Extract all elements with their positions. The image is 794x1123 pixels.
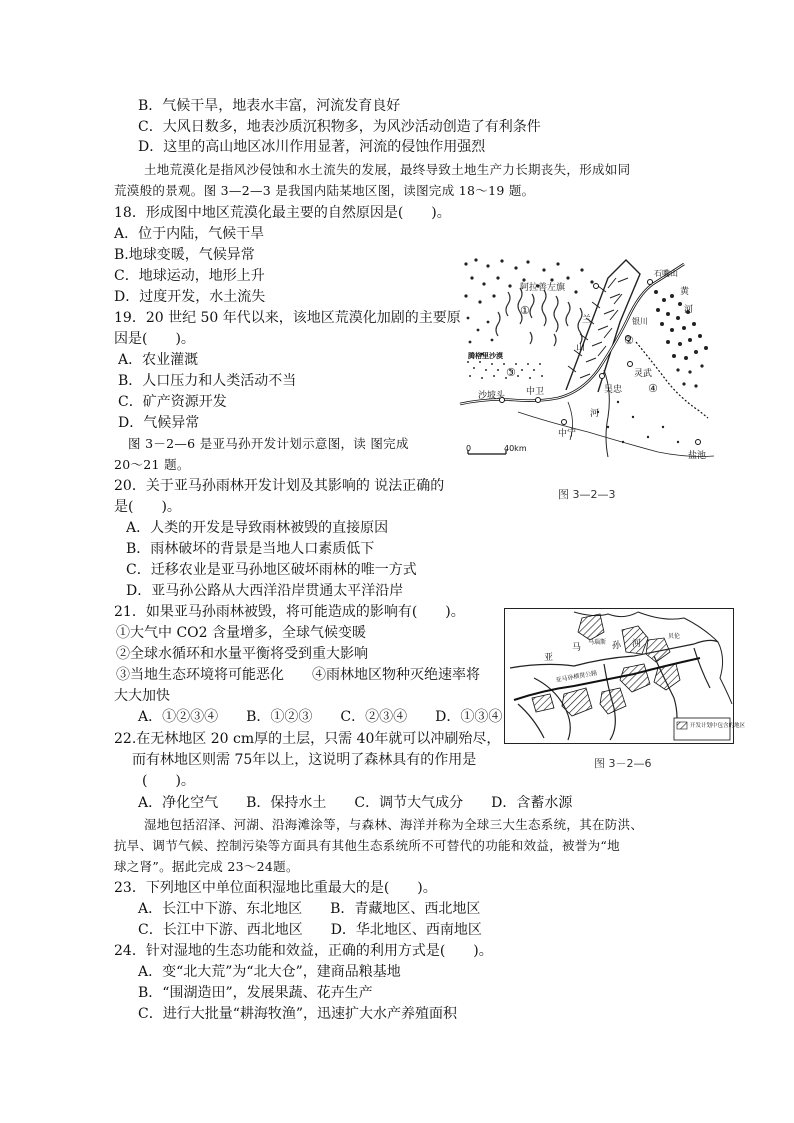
q18-option-d: D．过度开发，水土流失 bbox=[114, 289, 266, 305]
question-19-cont: 因是( )。 bbox=[114, 331, 195, 347]
tengger-dots bbox=[467, 361, 543, 379]
label-wuzhong: 吴忠 bbox=[604, 385, 623, 395]
q19-option-a: A．农业灌溉 bbox=[118, 352, 199, 368]
label-yinchuan: 银川 bbox=[632, 317, 648, 326]
label-region-1: ① bbox=[520, 304, 530, 317]
passage-desertification: 土地荒漠化是指风沙侵蚀和水土流失的发展，最终导致土地生产力长期丧失，形成如同 bbox=[144, 162, 631, 177]
label-he: 河 bbox=[632, 639, 642, 649]
boundary-line bbox=[518, 412, 714, 457]
passage-amazon: 图 3－2—6 是亚马孙开发计划示意图，读 图完成 bbox=[128, 436, 409, 451]
passage-desertification-cont: 荒漠般的景观。图 3—2—3 是我国内陆某地区图，读图完成 18～19 题。 bbox=[114, 183, 535, 198]
label-region-2: ② bbox=[624, 334, 634, 347]
label-tengger: 腾格里沙漠 bbox=[468, 352, 503, 360]
label-shapotou: 沙坡头 bbox=[478, 391, 506, 401]
q23-options-cd: C．长江中下游、西北地区 D．华北地区、西南地区 bbox=[138, 922, 482, 938]
question-19: 19．20 世纪 50 年代以来，该地区荒漠化加剧的主要原 bbox=[114, 310, 461, 326]
label-shizuishan: 石嘴山 bbox=[654, 269, 678, 278]
label-belem: 贝伦 bbox=[668, 633, 681, 640]
helan-mountains bbox=[566, 260, 640, 392]
desert-map-svg bbox=[458, 252, 720, 467]
q21-item-2: ②全球水循环和水量平衡将受到重大影响 bbox=[116, 646, 368, 662]
sand-dots bbox=[464, 258, 708, 443]
label-shan: 山 bbox=[576, 343, 586, 353]
q19-option-b: B．人口压力和人类活动不当 bbox=[118, 373, 297, 389]
question-22: 22.在无林地区 20 cm厚的土层，只需 40年就可以冲刷殆尽， bbox=[114, 731, 501, 747]
q20-option-a: A．人类的开发是导致雨林被毁的直接原因 bbox=[126, 520, 389, 536]
q20-option-d: D．亚马孙公路从大西洋沿岸贯通太平洋沿岸 bbox=[126, 583, 404, 599]
q19-option-d: D．气候异常 bbox=[118, 415, 200, 431]
question-18: 18．形成图中地区荒漠化最主要的自然原因是( )。 bbox=[114, 205, 451, 221]
q21-options: A．①②③④ B．①②③ C．②③④ D．①③④ bbox=[138, 709, 503, 725]
question-23: 23．下列地区中单位面积湿地比重最大的是( )。 bbox=[114, 880, 437, 896]
amazon-map-svg bbox=[504, 608, 746, 744]
q20-option-c: C．迁移农业是亚马孙地区破坏雨林的唯一方式 bbox=[126, 562, 417, 578]
q22-options: A．净化空气 B．保持水土 C．调节大气成分 D．含蓄水源 bbox=[138, 795, 573, 811]
legend-swatch bbox=[677, 722, 687, 729]
label-sun: 孙 bbox=[612, 641, 622, 651]
question-20-cont: 是( )。 bbox=[114, 499, 181, 515]
tributary bbox=[604, 370, 609, 457]
question-22-paren: ( )。 bbox=[142, 773, 195, 789]
q21-item-3-4: ③当地生态环境将可能恶化 ④雨林地区物种灭绝速率将 bbox=[116, 667, 480, 683]
dune-marks bbox=[496, 288, 582, 346]
label-region-3: ③ bbox=[506, 366, 516, 379]
question-20: 20．关于亚马孙雨林开发计划及其影响的 说法正确的 bbox=[114, 478, 445, 494]
q21-item-4-cont: 大大加快 bbox=[114, 688, 170, 704]
label-ma: 马 bbox=[572, 643, 582, 653]
passage-amazon-cont: 20～21 题。 bbox=[114, 457, 190, 472]
label-lan: 兰 bbox=[582, 315, 592, 325]
label-alxa: 阿拉善左旗 bbox=[520, 283, 566, 293]
question-21: 21．如果亚马孙雨林被毁，将可能造成的影响有( )。 bbox=[114, 604, 465, 620]
q21-item-1: ①大气中 CO2 含量增多，全球气候变暖 bbox=[116, 625, 366, 641]
label-highway: 亚马孙横贯公路 bbox=[555, 669, 598, 684]
legend-label: 开发计划中包含的地区 bbox=[690, 723, 746, 729]
option-d-q17: D．这里的高山地区冰川作用显著，河流的侵蚀作用强烈 bbox=[138, 139, 486, 155]
figure-amazon-caption: 图 3－2—6 bbox=[594, 757, 652, 770]
q18-option-c: C．地球运动，地形上升 bbox=[114, 268, 265, 284]
q18-option-b: B.地球变暖，气候异常 bbox=[114, 247, 255, 263]
option-c-q17: C．大风日数多，地表沙质沉积物多，为风沙活动创造了有利条件 bbox=[138, 119, 541, 135]
q24-option-b: B．“围湖造田”，发展果蔬、花卉生产 bbox=[138, 985, 373, 1001]
label-ya: 亚 bbox=[544, 653, 554, 663]
label-region-4: ④ bbox=[648, 382, 658, 395]
q23-options-ab: A．长江中下游、东北地区 B．青藏地区、西北地区 bbox=[138, 901, 481, 917]
figure-amazon-map bbox=[504, 608, 746, 744]
label-yanchi: 盐池 bbox=[688, 451, 707, 461]
q18-option-a: A．位于内陆，气候干旱 bbox=[114, 226, 265, 242]
label-zhongning: 中宁 bbox=[558, 429, 577, 439]
q19-option-c: C．矿产资源开发 bbox=[118, 394, 227, 410]
label-scale-0: 0 bbox=[466, 444, 472, 453]
figure-desert-caption: 图 3—2—3 bbox=[558, 488, 616, 501]
q20-option-b: B．雨林破坏的背景是当地人口素质低下 bbox=[126, 541, 375, 557]
label-manaus: 马瑙斯 bbox=[588, 639, 607, 646]
question-22-cont: 而有林地区则需 75年以上，这说明了森林具有的作用是 bbox=[132, 752, 477, 768]
label-he: 河 bbox=[590, 409, 600, 419]
passage-wetland: 湿地包括沼泽、河湖、沿海滩涂等，与森林、海洋并称为全球三大生态系统，其在防洪、 bbox=[144, 817, 644, 832]
q24-option-a: A．变“北大荒”为“北大仓”，建商品粮基地 bbox=[138, 964, 401, 980]
figure-desert-map bbox=[458, 252, 720, 467]
passage-wetland-cont1: 抗旱、调节气候、控制污染等方面具有其他生态系统所不可替代的功能和效益，被誉为“地 bbox=[114, 838, 620, 853]
label-zhongwei: 中卫 bbox=[526, 387, 545, 397]
passage-wetland-cont2: 球之肾”。据此完成 23～24题。 bbox=[114, 859, 299, 874]
label-scale-40: 40km bbox=[504, 444, 527, 453]
label-he2: 河 bbox=[684, 305, 694, 315]
question-24: 24．针对湿地的生态功能和效益，正确的利用方式是( )。 bbox=[114, 943, 493, 959]
label-lingwu: 灵武 bbox=[634, 369, 653, 379]
q24-option-c: C．进行大批量“耕海牧渔”，迅速扩大水产养殖面积 bbox=[138, 1006, 458, 1022]
label-huang: 黄 bbox=[680, 287, 690, 297]
option-b-q17: B．气候干旱，地表水丰富，河流发育良好 bbox=[138, 98, 401, 114]
scale-bar bbox=[468, 450, 506, 454]
